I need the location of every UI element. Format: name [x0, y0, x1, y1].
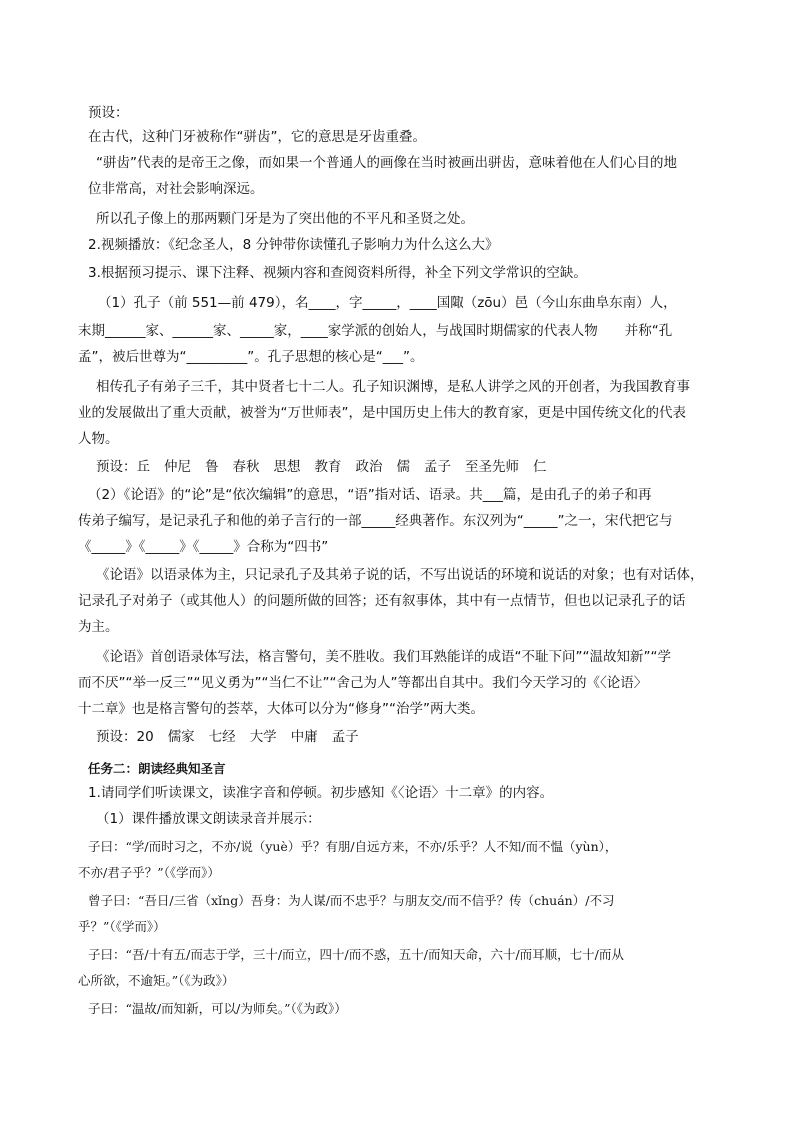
answer-term: 仲尼 [164, 459, 191, 475]
answer-term: 中庸 [290, 729, 318, 745]
classical-text: 子曰：“学/而时习之，不亦/说（yuè）乎？有朋/自远方来，不亦/乐乎？人不知/而不愠（yùn）， [88, 839, 618, 854]
answer-term: 孟子 [331, 729, 359, 745]
fill-blank-line: 末期______家、______家、_____家，____家学派的创始人，与战国时期儒家的代表人物 并称“孔 [78, 323, 673, 339]
answer-term: 20 [136, 729, 154, 745]
answer-term: 大学 [249, 729, 277, 745]
paragraph: 所以孔子像上的那两颗门牙是为了突出他的不平凡和圣贤之处。 [96, 211, 474, 227]
preset-label: 预设： [96, 459, 137, 475]
classical-text: 子曰：“温故/而知新，可以/为师矣。”（《为政》） [88, 1001, 347, 1016]
answer-term: 儒 [396, 459, 410, 475]
paragraph: 人物。 [78, 431, 119, 447]
paragraph: （1）课件播放课文朗读录音并展示： [96, 811, 321, 827]
answer-term: 鲁 [205, 459, 219, 475]
paragraph: 2.视频播放：《纪念圣人，8 分钟带你读懂孔子影响力为什么这么大》 [88, 237, 499, 253]
paragraph: 位非常高，对社会影响深远。 [88, 181, 264, 197]
section-heading: 任务二：朗读经典知圣言 [88, 761, 226, 776]
classical-text: 子曰：“吾/十有五/而志于学，三十/而立，四十/而不惑，五十/而知天命，六十/而耳顺，七十/而从 [88, 947, 624, 962]
classical-text: 曾子曰：“吾日/三省（xǐng）吾身：为人谋/而不忠乎？与朋友交/而不信乎？传（chuán）/不习 [88, 893, 615, 908]
answer-term: 教育 [314, 459, 342, 475]
paragraph: 《论语》以语录体为主，只记录孔子及其弟子说的话，不写出说话的环境和说话的对象；也有对话体， [96, 567, 704, 583]
fill-blank-line: 孟”，被后世尊为“_________”。孔子思想的核心是“___”。 [78, 349, 424, 365]
answer-term: 孟子 [424, 459, 451, 475]
preset-label: 预设： [96, 729, 137, 745]
paragraph: “骈齿”代表的是帝王之像，而如果一个普通人的画像在当时被画出骈齿，意味着他在人们心目的地 [96, 155, 677, 171]
fill-blank-line: （2）《论语》的“论”是“依次编辑”的意思，“语”指对话、语录。共___篇，是由孔子的弟子和再 [88, 487, 652, 503]
answer-term: 春秋 [232, 459, 260, 475]
answer-term: 丘 [136, 459, 150, 475]
paragraph: 十二章》也是格言警句的荟萃，大体可以分为“修身”“治学”两大类。 [78, 701, 484, 717]
answer-term: 仁 [533, 459, 547, 475]
paragraph: 记录孔子对弟子（或其他人）的问题所做的回答；还有叙事体，其中有一点情节，但也以记录孔子的话 [78, 593, 686, 609]
answer-term: 至圣先师 [465, 459, 519, 475]
classical-text: 不亦/君子乎？”（《学而》） [78, 865, 220, 880]
paragraph: 为主。 [78, 619, 119, 635]
preset-answers [96, 454, 716, 480]
paragraph: 业的发展做出了重大贡献，被誉为“万世师表”，是中国历史上伟大的教育家，更是中国传统文化的代表 [78, 405, 686, 421]
answer-term: 儒家 [167, 729, 195, 745]
fill-blank-line: 《_____》《_____》《_____》合称为“四书” [78, 539, 329, 555]
paragraph: 在古代，这种门牙被称作“骈齿”，它的意思是牙齿重叠。 [88, 129, 426, 145]
classical-text: 心所欲，不逾矩。”（《为政》） [78, 973, 235, 988]
paragraph: 相传孔子有弟子三千，其中贤者七十二人。孔子知识渊博，是私人讲学之风的开创者，为我国教育事 [96, 379, 690, 395]
paragraph: 3.根据预习提示、课下注释、视频内容和查阅资料所得，补全下列文学常识的空缺。 [88, 265, 587, 281]
fill-blank-line: 传弟子编写，是记录孔子和他的弟子言行的一部_____经典著作。东汉列为“_____”之一，宋代把它与 [78, 513, 673, 529]
paragraph: 1.请同学们听读课文，读准字音和停顿。初步感知《〈论语〉十二章》的内容。 [88, 785, 554, 801]
preset-answers [96, 724, 716, 750]
answer-term: 七经 [208, 729, 236, 745]
paragraph: 《论语》首创语录体写法，格言警句，美不胜收。我们耳熟能详的成语“不耻下问”“温故知新”“学 [96, 649, 671, 665]
answer-term: 思想 [273, 459, 301, 475]
answer-term: 政治 [355, 459, 383, 475]
preset-label: 预设： [88, 105, 129, 121]
paragraph: 而不厌”“举一反三”“见义勇为”“当仁不让”“舍己为人”等都出自其中。我们今天学习的《〈论语〉 [78, 675, 648, 691]
fill-blank-line: （1）孔子（前 551—前 479），名____，字_____，____国陬（zōu）邑（今山东曲阜东南）人， [98, 295, 677, 311]
classical-text: 乎？”（《学而》） [78, 919, 166, 934]
